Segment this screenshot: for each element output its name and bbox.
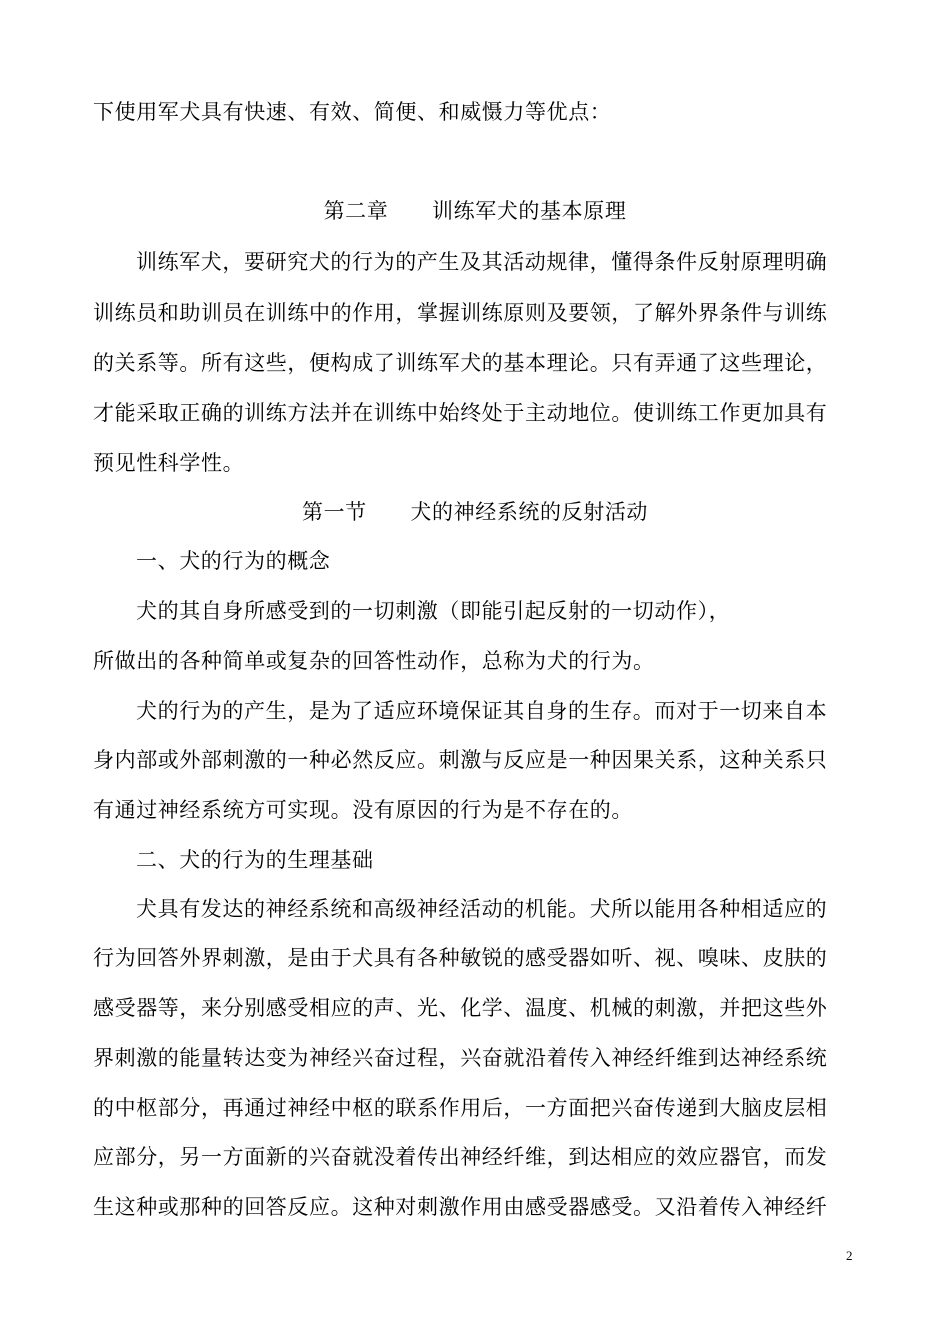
opening-line: 下使用军犬具有快速、有效、简便、和威慑力等优点：	[93, 100, 612, 124]
page-number: 2	[846, 1248, 853, 1263]
paragraph-line: 感受器等，来分别感受相应的声、光、化学、温度、机械的刺激，并把这些外	[93, 996, 828, 1020]
paragraph-line: 有通过神经系统方可实现。没有原因的行为是不存在的。	[93, 798, 633, 822]
paragraph-line: 应部分，另一方面新的兴奋就没着传出神经纤维，到达相应的效应器官，而发	[93, 1145, 828, 1169]
paragraph-line: 的中枢部分，再通过神经中枢的联系作用后，一方面把兴奋传递到大脑皮层相	[93, 1096, 828, 1120]
paragraph-line: 的关系等。所有这些，便构成了训练军犬的基本理论。只有弄通了这些理论，	[93, 351, 828, 375]
paragraph-line: 犬的行为的产生，是为了适应环境保证其自身的生存。而对于一切来自本	[136, 699, 828, 723]
paragraph-line: 预见性科学性。	[93, 451, 245, 475]
paragraph-line: 训练员和助训员在训练中的作用，掌握训练原则及要领，了解外界条件与训练	[93, 301, 828, 325]
chapter-heading: 第二章 训练军犬的基本原理	[323, 199, 627, 223]
subsection-heading: 一、犬的行为的概念	[136, 549, 331, 573]
paragraph-line: 训练军犬，要研究犬的行为的产生及其活动规律，懂得条件反射原理明确	[136, 250, 828, 274]
paragraph-line: 界刺激的能量转达变为神经兴奋过程，兴奋就沿着传入神经纤维到达神经系统	[93, 1046, 828, 1070]
paragraph-line: 才能采取正确的训练方法并在训练中始终处于主动地位。使训练工作更加具有	[93, 401, 828, 425]
paragraph-line: 犬具有发达的神经系统和高级神经活动的机能。犬所以能用各种相适应的	[136, 897, 828, 921]
paragraph-line: 生这种或那种的回答反应。这种对刺激作用由感受器感受。又沿着传入神经纤	[93, 1195, 828, 1219]
paragraph-line: 身内部或外部刺激的一种必然反应。刺激与反应是一种因果关系，这种关系只	[93, 748, 828, 772]
paragraph-line: 犬的其自身所感受到的一切刺激（即能引起反射的一切动作），	[136, 599, 731, 623]
paragraph-line: 行为回答外界刺激，是由于犬具有各种敏锐的感受器如听、视、嗅味、皮肤的	[93, 946, 828, 970]
subsection-heading: 二、犬的行为的生理基础	[136, 848, 374, 872]
paragraph-line: 所做出的各种简单或复杂的回答性动作，总称为犬的行为。	[93, 649, 655, 673]
section-heading: 第一节 犬的神经系统的反射活动	[301, 500, 649, 524]
